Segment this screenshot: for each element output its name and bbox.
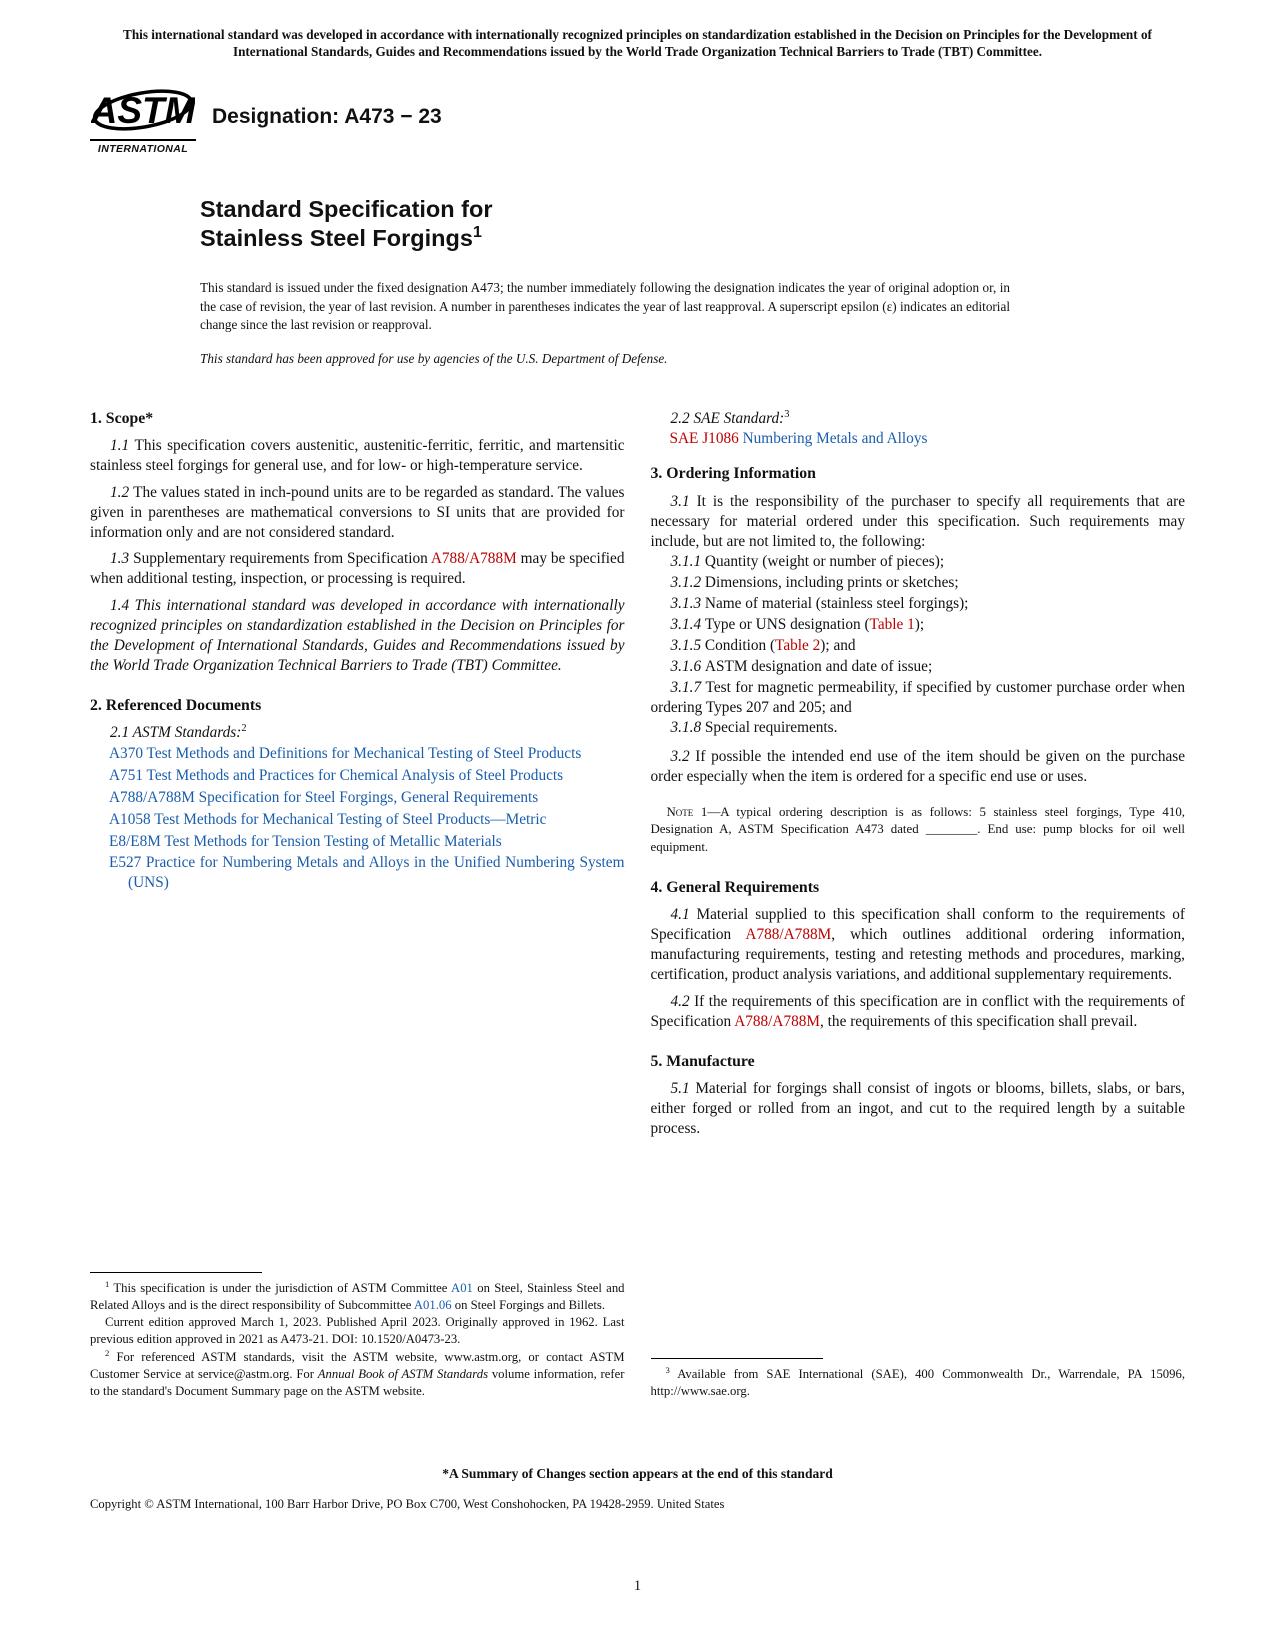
heading-ordering-information: 3. Ordering Information [650, 465, 816, 483]
para-3-1-8 [651, 718, 1186, 738]
link-a1058[interactable]: A1058 Test Methods for Mechanical Testing of Steel Products—Metric [109, 810, 547, 828]
footnote-block-left [90, 1264, 625, 1401]
text-run: 1.4 This international standard was developed in accordance with internationally recognized principles on standardization established in the Decision on Principles for the Development of International Standards, Guides and Recommendations issued by the World Trade Organization Technical Barriers to Trade (TBT) Committee. [90, 597, 625, 674]
text-run: ASTM Standards: [132, 724, 242, 742]
text-run: Material for forgings shall consist of ingots or blooms, billets, slabs, or bars, either forged or rolled from an ingot, and cut to the required length by a suitable process. [650, 1080, 1185, 1137]
heading-referenced-documents: 2. Referenced Documents [90, 696, 262, 714]
issuance-paragraph: This standard is issued under the fixed designation A473; the number immediately following the designation indicates the year of original adoption or, in the case of revision, the year of last revision. A number in parentheses indicates the year of last reapproval. A superscript epsilon (ε) indicates an editorial change since the last revision or reapproval. [200, 280, 1010, 333]
astm-logo [90, 79, 196, 155]
text-run: 3.1 [670, 492, 697, 510]
text-run: Quantity (weight or number of pieces); [704, 553, 945, 571]
text-run: 3.1.5 [670, 636, 705, 654]
para-2-2 [651, 409, 1186, 429]
para-3-1-6 [651, 657, 1186, 677]
reference-item-e527 [90, 853, 625, 893]
reference-item-a751 [90, 766, 625, 786]
para-1-2 [90, 483, 625, 543]
footnote-current-edition: Current edition approved March 1, 2023. Published April 2023. Originally approved in 1962. Last previous edition approved in 2021 as A473-21. DOI: 10.1520/A0473-23. [90, 1315, 625, 1347]
text-run: on Steel Forgings and Billets. [451, 1297, 605, 1312]
text-run: 1.3 [110, 550, 134, 568]
reference-list [90, 744, 625, 895]
text-run: , the requirements of this specification shall prevail. [820, 1012, 1138, 1030]
text-run: Dimensions, including prints or sketches; [704, 574, 959, 592]
text-run: It is the responsibility of the purchaser to specify all requirements that are necessary for material ordered under this specification. Such requirements may include, but are not limited to, the following: [650, 492, 1185, 550]
text-run: Test for magnetic permeability, if specified by customer purchase order when ordering Types 207 and 205; and [650, 678, 1185, 716]
para-4-1 [651, 905, 1186, 985]
text-run: 4.1 [670, 906, 697, 924]
text-run: 3.1.1 [670, 553, 705, 571]
text-run: ASTM designation and date of issue; [704, 657, 933, 675]
text-run: 2.1 [110, 724, 133, 742]
title-line-2: Stainless Steel Forgings [200, 224, 473, 251]
para-3-1 [651, 492, 1186, 552]
heading-manufacture: 5. Manufacture [650, 1052, 755, 1070]
text-run: , which outlines additional ordering information, manufacturing requirements, testing and retesting methods and procedures, marking, certification, product analysis variations, and additional supplementary requirements. [650, 926, 1186, 984]
link-sae-j1086-title[interactable]: Numbering Metals and Alloys [742, 430, 928, 448]
text-run: ); [914, 616, 925, 634]
summary-of-changes-line: *A Summary of Changes section appears at the end of this standard [442, 1466, 833, 1481]
astm-logo-text: ASTM [91, 89, 195, 131]
text-run: ); and [820, 636, 856, 654]
two-column-body [90, 409, 1185, 1401]
text-run: Type or UNS designation ( [704, 616, 870, 634]
link-a788-a788m[interactable]: A788/A788M [745, 926, 832, 944]
text-run: 2 [241, 723, 247, 735]
text-run: 1.2 [110, 483, 134, 501]
astm-logo-subtext: INTERNATIONAL [90, 139, 196, 155]
para-3-1-7 [651, 678, 1186, 718]
masthead [90, 79, 1185, 155]
text-run: 3.1.3 [670, 595, 705, 613]
para-3-1-1 [651, 552, 1186, 572]
text-run: may be specified when additional testing, inspection, or processing is required. [90, 550, 625, 588]
right-column [651, 409, 1186, 1401]
para-2-1 [90, 723, 625, 743]
reference-item-a1058 [90, 810, 625, 830]
text-run: For referenced ASTM standards, visit the ASTM website, www.astm.org, or contact ASTM Customer Service at service@astm.org. For [90, 1349, 625, 1382]
left-column [90, 409, 625, 1401]
para-3-2 [651, 747, 1186, 787]
text-run: 2.2 [670, 409, 694, 427]
link-committee-a01[interactable]: A01 [451, 1280, 473, 1295]
text-run: 3.1.2 [670, 574, 705, 592]
text-run: 5.1 [670, 1080, 696, 1098]
text-run: 3.1.6 [670, 657, 705, 675]
text-run: This specification covers austenitic, austenitic-ferritic, ferritic, and martensitic stainless steel forgings for general use, and for low- or high-temperature service. [90, 437, 625, 474]
link-a788-a788m[interactable]: A788/A788M [430, 550, 517, 568]
footnote-3 [651, 1366, 1186, 1401]
link-a788-a788m[interactable]: A788/A788M Specification for Steel Forgings, General Requirements [109, 788, 539, 806]
link-table-2[interactable]: Table 2 [775, 636, 821, 654]
text-run: 3.1.4 [670, 616, 705, 634]
wto-disclaimer: This international standard was developed in accordance with internationally recognized principles on standardization established in the Decision on Principles for the Development of International Standards, Guides and Recommendations issued by the World Trade Organization Technical Barriers to Trade (TBT) Committee. [123, 27, 1152, 60]
text-run: on Steel, Stainless Steel and Related Alloys and is the direct responsibility of Subcommittee [90, 1280, 625, 1312]
text-run: Available from SAE International (SAE), 400 Commonwealth Dr., Warrendale, PA 15096, http://www.sae.org. [650, 1367, 1185, 1399]
text-run: volume information, refer to the standard's Document Summary page on the ASTM website. [90, 1367, 625, 1399]
page-number: 1 [633, 1578, 642, 1594]
text-run: If possible the intended end use of the item should be given on the purchase order especially when the item is ordered for a specific end use or uses. [650, 748, 1185, 786]
reference-item-sae-j1086 [651, 429, 1186, 449]
copyright-line: Copyright © ASTM International, 100 Barr Harbor Drive, PO Box C700, West Conshohocken, PA 19428-2959. United States [90, 1497, 725, 1511]
text-run: Condition ( [704, 636, 776, 654]
text-run: If the requirements of this specification are in conflict with the requirements of Specification [650, 992, 1185, 1030]
text-run: 3 [784, 408, 790, 420]
note-1 [651, 804, 1186, 856]
dod-approval-line: This standard has been approved for use by agencies of the U.S. Department of Defense. [200, 350, 668, 366]
text-run: —A typical ordering description is as follows: 5 stainless steel forgings, Type 410, Designation A, ASTM Specification A473 dated ________. End use: pump blocks for oil well equipment. [650, 805, 1185, 854]
heading-general-requirements: 4. General Requirements [650, 878, 820, 896]
text-run: 1 [105, 1278, 110, 1289]
footnote-1 [90, 1280, 625, 1315]
text-run: Material supplied to this specification shall conform to the requirements of Specification [650, 906, 1186, 944]
astm-orbit-icon [91, 79, 195, 145]
para-5-1 [651, 1079, 1186, 1139]
link-a751[interactable]: A751 Test Methods and Practices for Chemical Analysis of Steel Products [109, 766, 564, 784]
text-run: Special requirements. [704, 719, 838, 737]
footnote-block-right [651, 1350, 1186, 1401]
footnote-2 [90, 1349, 625, 1401]
designation-label: Designation: A473 − 23 [212, 104, 442, 128]
title-footnote-ref: 1 [472, 224, 482, 242]
link-sae-j1086[interactable]: SAE J1086 [669, 430, 739, 448]
reference-item-a788 [90, 788, 625, 808]
text-run: The values stated in inch-pound units are to be regarded as standard. The values given in parentheses are mathematical conversions to SI units that are provided for information only and are not considered standard. [90, 483, 625, 541]
para-3-1-5 [651, 636, 1186, 656]
para-3-1-3 [651, 594, 1186, 614]
reference-item-e8 [90, 832, 625, 852]
text-run: 3.1.7 [670, 678, 706, 696]
para-3-1-4 [651, 615, 1186, 635]
text-run: 1.1 [110, 437, 135, 455]
para-1-1 [90, 436, 625, 476]
link-subcommittee-a01-06[interactable]: A01.06 [413, 1297, 452, 1312]
para-1-3 [90, 549, 625, 589]
text-run: Annual Book of ASTM Standards [317, 1367, 489, 1382]
heading-scope: 1. Scope* [90, 409, 154, 427]
text-run: This specification is under the jurisdiction of ASTM Committee [109, 1280, 452, 1295]
text-run: Name of material (stainless steel forgings); [704, 595, 969, 613]
link-e527[interactable]: E527 Practice for Numbering Metals and Alloys in the Unified Numbering System (UNS) [109, 854, 625, 892]
para-1-4 [90, 596, 625, 676]
text-run: Note 1 [666, 805, 708, 820]
text-run: 3 [665, 1364, 670, 1375]
para-4-2 [651, 992, 1186, 1032]
para-3-1-2 [651, 573, 1186, 593]
text-run: 3.1.8 [670, 719, 705, 737]
reference-item-a370 [90, 744, 625, 764]
text-run: SAE Standard: [693, 409, 785, 427]
link-a788-a788m[interactable]: A788/A788M [734, 1012, 821, 1030]
document-title [200, 195, 1185, 253]
text-run: Supplementary requirements from Specification [133, 550, 431, 568]
link-a370[interactable]: A370 Test Methods and Definitions for Mechanical Testing of Steel Products [109, 745, 582, 763]
link-e8-e8m[interactable]: E8/E8M Test Methods for Tension Testing of Metallic Materials [109, 832, 502, 850]
text-run: 2 [105, 1347, 110, 1358]
title-line-1: Standard Specification for [200, 195, 493, 222]
footnote-rule-right [651, 1358, 823, 1359]
text-run: 4.2 [670, 992, 695, 1010]
footnote-rule-left [90, 1272, 262, 1273]
link-table-1[interactable]: Table 1 [869, 616, 915, 634]
text-run: 3.2 [670, 748, 696, 766]
